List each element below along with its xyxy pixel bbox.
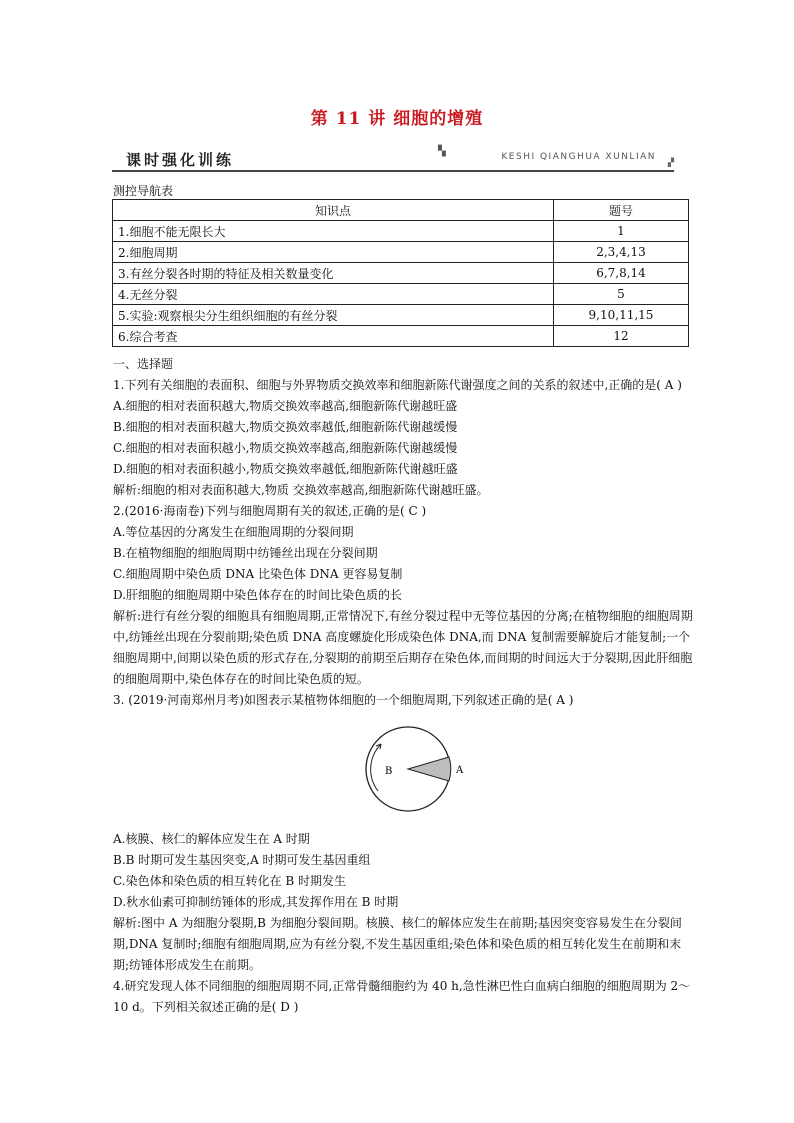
q3-option-c: C.染色体和染色质的相互转化在 B 时期发生 xyxy=(113,874,347,888)
q1-option-a: A.细胞的相对表面积越大,物质交换效率越高,细胞新陈代谢越旺盛 xyxy=(113,399,458,413)
q1-analysis: 解析:细胞的相对表面积越大,物质 交换效率越高,细胞新陈代谢越旺盛。 xyxy=(113,483,489,497)
page-title: 第 11 讲 细胞的增殖 xyxy=(310,109,484,129)
dots-decoration: ▞ xyxy=(667,158,674,167)
cell-cycle-figure xyxy=(358,717,468,821)
table-row xyxy=(113,263,689,284)
table-row xyxy=(113,221,689,242)
q4-stem: 4.研究发现人体不同细胞的细胞周期不同,正常骨髓细胞约为 40 h,急性淋巴性白血病白细胞的细胞周期为 2～10 d。下列相关叙述正确的是( D ) xyxy=(113,979,691,1014)
banner-rule xyxy=(112,170,674,172)
q2-option-a: A.等位基因的分离发生在细胞周期的分裂间期 xyxy=(113,525,354,539)
topic-cell: 2.细胞周期 xyxy=(113,242,554,263)
nav-table-caption: 测控导航表 xyxy=(113,184,174,198)
q3-option-a: A.核膜、核仁的解体应发生在 A 时期 xyxy=(113,832,310,846)
q3-stem: 3. (2019·河南郑州月考)如图表示某植物体细胞的一个细胞周期,下列叙述正确的是( A ) xyxy=(113,693,574,707)
q3-analysis: 解析:图中 A 为细胞分裂期,B 为细胞分裂间期。核膜、核仁的解体应发生在前期;基因突变容易发生在分裂间期,DNA 复制时;细胞有细胞周期,应为有丝分裂,不发生基因重组;染色体和染色质的相互转化发生在前期和末期;纺锤体形成发生在前期。 xyxy=(113,916,682,972)
checker-decoration: ▚ xyxy=(438,146,446,157)
q1-option-c: C.细胞的相对表面积越小,物质交换效率越高,细胞新陈代谢越缓慢 xyxy=(113,441,458,455)
nums-cell: 6,7,8,14 xyxy=(554,263,689,284)
q2-option-b: B.在植物细胞的细胞周期中纺锤丝出现在分裂间期 xyxy=(113,546,378,560)
header-topic: 知识点 xyxy=(113,200,554,221)
q1-option-d: D.细胞的相对表面积越小,物质交换效率越低,细胞新陈代谢越旺盛 xyxy=(113,462,458,476)
nums-cell: 5 xyxy=(554,284,689,305)
topic-cell: 1.细胞不能无限长大 xyxy=(113,221,554,242)
banner-title: 课时强化训练 xyxy=(126,151,235,169)
label-b: B xyxy=(385,766,393,777)
table-row xyxy=(113,284,689,305)
question-body xyxy=(113,354,693,1018)
section-banner xyxy=(112,148,674,172)
q2-option-c: C.细胞周期中染色质 DNA 比染色体 DNA 更容易复制 xyxy=(113,567,403,581)
table-header-row xyxy=(113,200,689,221)
topic-cell: 4.无丝分裂 xyxy=(113,284,554,305)
header-nums: 题号 xyxy=(554,200,689,221)
table-row xyxy=(113,242,689,263)
cell-cycle-diagram xyxy=(113,711,693,829)
nums-cell: 2,3,4,13 xyxy=(554,242,689,263)
q2-stem: 2.(2016·海南卷)下列与细胞周期有关的叙述,正确的是( C ) xyxy=(113,504,427,518)
topic-cell: 3.有丝分裂各时期的特征及相关数量变化 xyxy=(113,263,554,284)
topic-cell: 6.综合考查 xyxy=(113,326,554,347)
label-a: A xyxy=(456,765,464,776)
table-row xyxy=(113,326,689,347)
nums-cell: 9,10,11,15 xyxy=(554,305,689,326)
q1-option-b: B.细胞的相对表面积越大,物质交换效率越低,细胞新陈代谢越缓慢 xyxy=(113,420,458,434)
nums-cell: 12 xyxy=(554,326,689,347)
section-heading: 一、选择题 xyxy=(113,357,174,371)
topic-cell: 5.实验:观察根尖分生组织细胞的有丝分裂 xyxy=(113,305,554,326)
table-row xyxy=(113,305,689,326)
q2-option-d: D.肝细胞的细胞周期中染色体存在的时间比染色质的长 xyxy=(113,588,403,602)
q1-stem: 1.下列有关细胞的表面积、细胞与外界物质交换效率和细胞新陈代谢强度之间的关系的叙述中,正确的是( A ) xyxy=(113,378,682,392)
nav-table xyxy=(112,199,689,347)
q2-analysis: 解析:进行有丝分裂的细胞具有细胞周期,正常情况下,有丝分裂过程中无等位基因的分离;在植物细胞的细胞周期中,纺锤丝出现在分裂前期;染色质 DNA 高度螺旋化形成染色体 DNA,而 DNA 复制需要解旋后才能复制;一个细胞周期中,间期以染色质的形式存在,分裂期的前期至后期存在染色体,而间期的时间远大于分裂期,因此肝细胞的细胞周期中,染色体存在的时间比染色质的短。 xyxy=(113,609,693,686)
q3-option-d: D.秋水仙素可抑制纺锤体的形成,其发挥作用在 B 时期 xyxy=(113,895,399,909)
banner-pinyin: KESHI QIANGHUA XUNLIAN xyxy=(501,152,656,162)
nums-cell: 1 xyxy=(554,221,689,242)
q3-option-b: B.B 时期可发生基因突变,A 时期可发生基因重组 xyxy=(113,853,371,867)
